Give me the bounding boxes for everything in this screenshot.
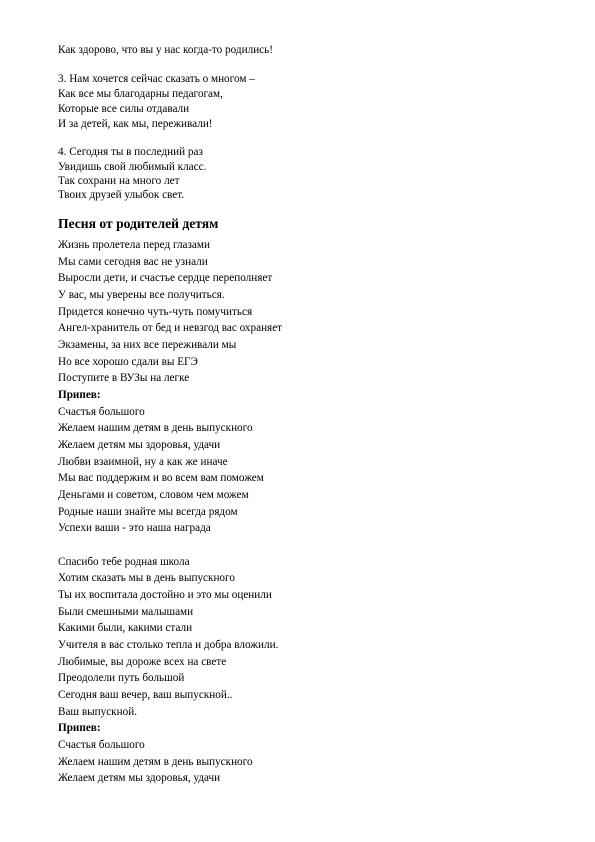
song-verse1-line: Экзамены, за них все переживали мы <box>58 339 237 351</box>
song-verse1-line: Но все хорошо сдали вы ЕГЭ <box>58 356 198 368</box>
chorus-line: Желаем нашим детям в день выпускного <box>58 422 253 434</box>
chorus-label: Припев: <box>58 389 101 401</box>
intro-line: Как здорово, что вы у нас когда-то родились! <box>58 44 273 56</box>
chorus-line: Мы вас поддержим и во всем вам поможем <box>58 472 264 484</box>
verse4-line: Увидишь свой любимый класс. <box>58 161 207 173</box>
verse3-line: 3. Нам хочется сейчас сказать о многом – <box>58 73 255 85</box>
song-verse2-line: Спасибо тебе родная школа <box>58 556 190 568</box>
chorus-line: Желаем нашим детям в день выпускного <box>58 756 253 768</box>
chorus-line: Любви взаимной, ну а как же иначе <box>58 456 228 468</box>
song-verse2-line: Были смешными малышами <box>58 606 194 618</box>
song-verse2-line: Ваш выпускной. <box>58 706 137 718</box>
verse4-line: 4. Сегодня ты в последний раз <box>58 146 203 158</box>
chorus-line: Счастья большого <box>58 406 145 418</box>
verse3-line: Как все мы благодарны педагогам, <box>58 88 223 100</box>
verse3-line: Которые все силы отдавали <box>58 103 190 115</box>
chorus-label: Припев: <box>58 722 101 734</box>
song-verse1-line: Ангел-хранитель от бед и невзгод вас охраняет <box>58 322 283 334</box>
song-verse1-line: Мы сами сегодня вас не узнали <box>58 256 208 268</box>
chorus-line: Деньгами и советом, словом чем можем <box>58 489 249 501</box>
chorus-line: Успехи ваши - это наша награда <box>58 522 211 534</box>
chorus-line: Желаем детям мы здоровья, удачи <box>58 772 221 784</box>
chorus-line: Счастья большого <box>58 739 145 751</box>
song-verse2-line: Хотим сказать мы в день выпускного <box>58 572 235 584</box>
chorus-line: Родные наши знайте мы всегда рядом <box>58 506 238 518</box>
song-verse1-line: Выросли дети, и счастье сердце переполняет <box>58 272 273 284</box>
song-verse1-line: Поступите в ВУЗы на легке <box>58 372 190 384</box>
song-verse1-line: Придется конечно чуть-чуть помучиться <box>58 306 253 318</box>
verse3-line: И за детей, как мы, переживали! <box>58 118 213 130</box>
song-title: Песня от родителей детям <box>58 216 219 231</box>
song-verse2-line: Любимые, вы дороже всех на свете <box>58 656 227 668</box>
song-verse2-line: Какими были, какими стали <box>58 622 193 634</box>
verse4-line: Твоих друзей улыбок свет. <box>58 189 185 201</box>
song-verse1-line: У вас, мы уверены все получиться. <box>58 289 225 301</box>
song-verse1-line: Жизнь пролетела перед глазами <box>58 239 210 251</box>
song-verse2-line: Сегодня ваш вечер, ваш выпускной.. <box>58 689 233 701</box>
song-verse2-line: Преодолели путь большой <box>58 672 185 684</box>
song-verse2-line: Ты их воспитала достойно и это мы оценили <box>58 589 272 601</box>
song-verse2-line: Учителя в вас столько тепла и добра вложили. <box>58 639 279 651</box>
verse4-line: Так сохрани на много лет <box>58 175 180 187</box>
chorus-line: Желаем детям мы здоровья, удачи <box>58 439 221 451</box>
